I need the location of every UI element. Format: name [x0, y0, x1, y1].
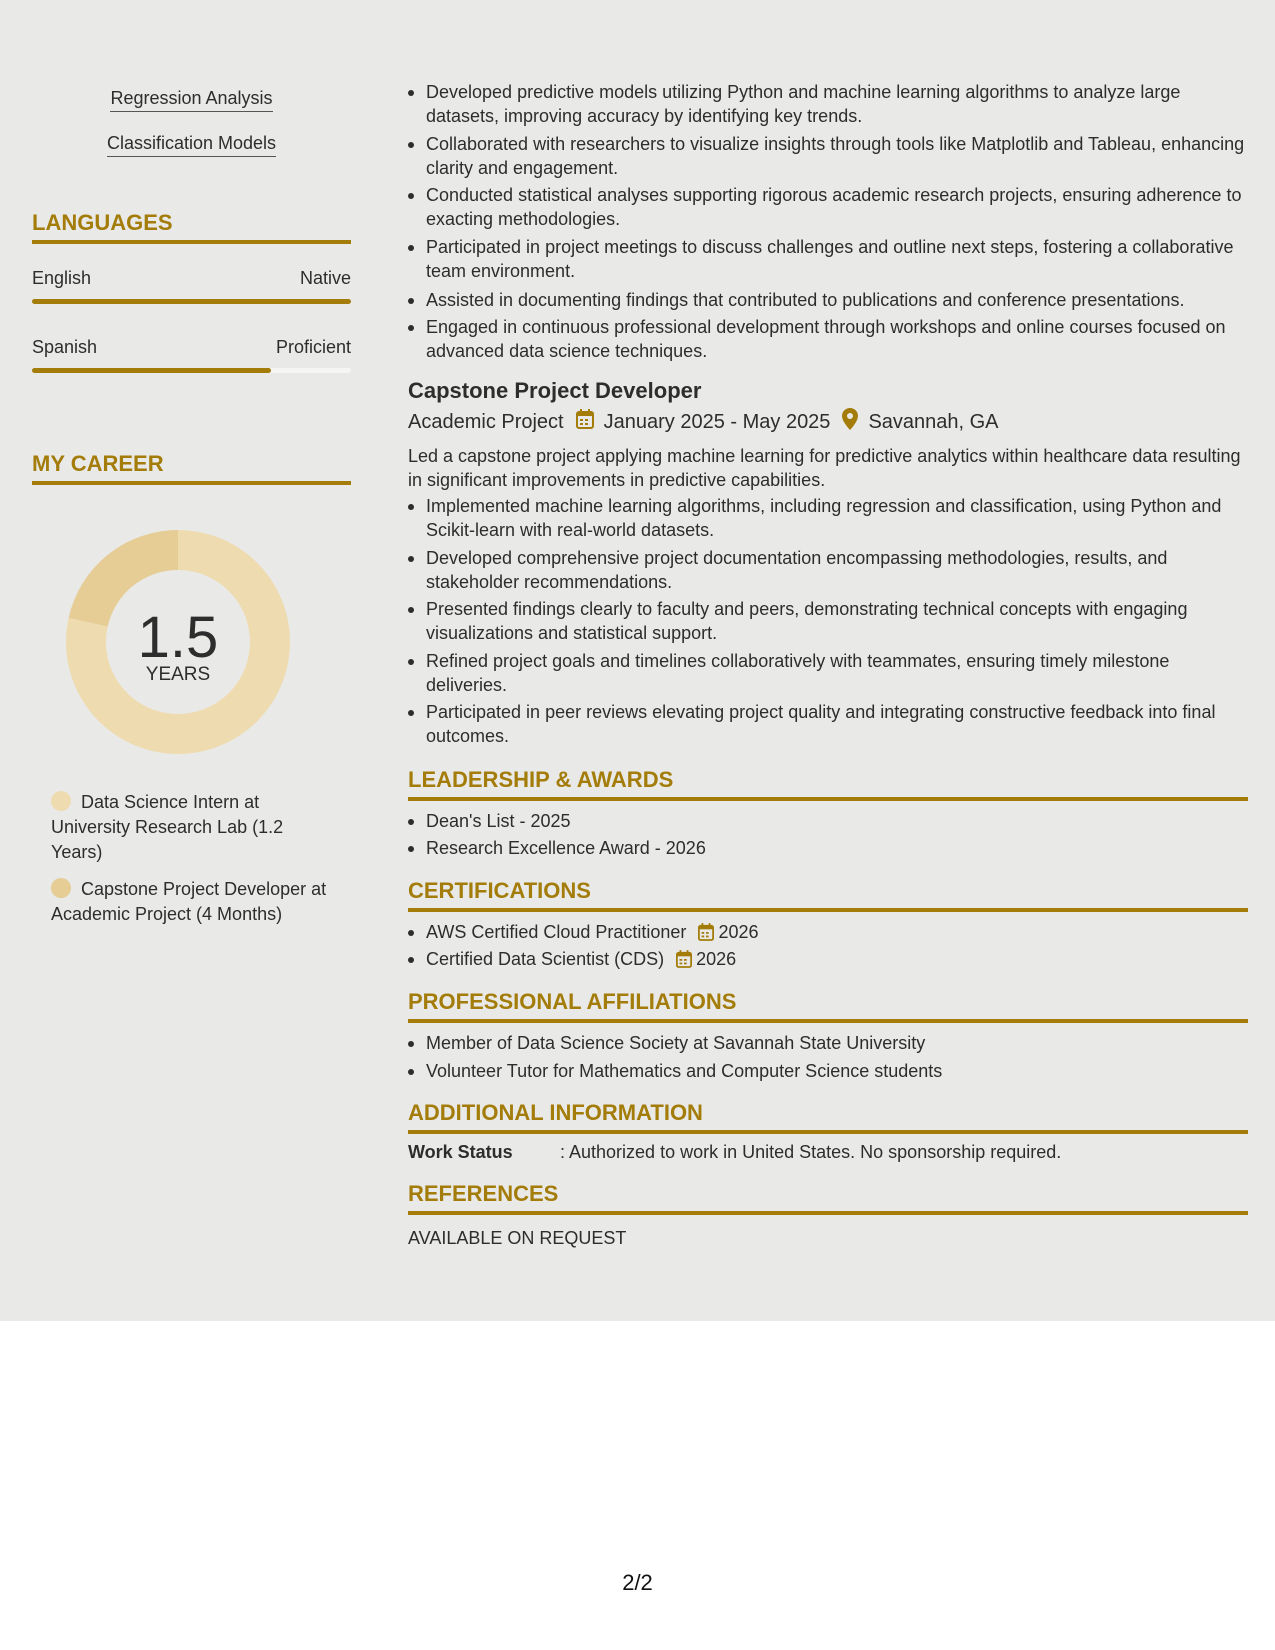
job-summary: Led a capstone project applying machine learning for predictive analytics within healthcare data resulting in significant improvements in predictive capabilities. — [408, 446, 1241, 490]
certification-year: 2026 — [696, 949, 737, 969]
language-level: Native — [299, 268, 351, 288]
certification-name: Certified Data Scientist (CDS) — [426, 949, 665, 969]
job-dates: January 2025 - May 2025 — [603, 410, 831, 433]
calendar-icon — [576, 409, 594, 435]
job-meta — [408, 408, 999, 436]
experience-bullet: Participated in peer reviews elevating project quality and integrating constructive feedback into final outcomes. — [408, 700, 1248, 748]
affiliation-item: Member of Data Science Society at Savannah State University — [408, 1031, 1248, 1055]
career-total-years: 1.5 — [137, 605, 219, 670]
work-status-value: : Authorized to work in United States. No sponsorship required. — [560, 1142, 1062, 1162]
skill-label: Classification Models — [107, 133, 276, 157]
experience-bullet: Participated in project meetings to discuss challenges and outline next steps, fostering a collaborative team environment. — [408, 235, 1248, 283]
career-total-unit: YEARS — [145, 664, 211, 685]
experience-bullet: Engaged in continuous professional development through workshops and online courses focused on advanced data science techniques. — [408, 315, 1248, 363]
experience-bullet: Implemented machine learning algorithms, including regression and classification, using Python and Scikit-learn with real-world datasets. — [408, 494, 1248, 542]
experience-bullet: Presented findings clearly to faculty and peers, demonstrating technical concepts with engaging visualizations and statistical support. — [408, 597, 1248, 645]
legend-swatch — [51, 878, 71, 898]
award-item: Dean's List - 2025 — [408, 809, 1248, 833]
skill-item — [32, 88, 351, 112]
language-bar-fill — [32, 368, 271, 373]
job-title: Capstone Project Developer — [408, 378, 702, 403]
career-legend-item — [51, 877, 331, 927]
calendar-icon — [676, 950, 692, 974]
certifications-heading: CERTIFICATIONS — [408, 878, 1248, 912]
certification-year: 2026 — [718, 922, 759, 942]
skill-label: Regression Analysis — [110, 88, 272, 112]
language-row — [32, 337, 351, 358]
job-location: Savannah, GA — [868, 410, 999, 433]
legend-label: Capstone Project Developer at Academic Project (4 Months) — [51, 879, 327, 924]
experience-bullet: Collaborated with researchers to visualize insights through tools like Matplotlib and Tableau, enhancing clarity and engagement. — [408, 132, 1248, 180]
references-text: AVAILABLE ON REQUEST — [408, 1228, 627, 1248]
work-status-label: Work Status — [408, 1142, 513, 1162]
certification-name: AWS Certified Cloud Practitioner — [426, 922, 687, 942]
awards-heading: LEADERSHIP & AWARDS — [408, 767, 1248, 801]
career-legend-item — [51, 790, 331, 865]
languages-heading: LANGUAGES — [32, 210, 351, 244]
legend-label: Data Science Intern at University Research Lab (1.2 Years) — [51, 792, 284, 862]
language-level: Proficient — [275, 337, 351, 357]
affiliation-item: Volunteer Tutor for Mathematics and Computer Science students — [408, 1059, 1248, 1083]
career-heading: MY CAREER — [32, 451, 351, 485]
certification-item — [408, 920, 1248, 947]
language-bar-fill — [32, 299, 351, 304]
career-donut-chart — [66, 530, 290, 754]
language-bar — [32, 368, 351, 373]
page-number: 2/2 — [622, 1570, 653, 1595]
experience-bullet: Refined project goals and timelines collaboratively with teammates, ensuring timely milestone deliveries. — [408, 649, 1248, 697]
affiliations-heading: PROFESSIONAL AFFILIATIONS — [408, 989, 1248, 1023]
calendar-icon — [698, 923, 714, 947]
legend-swatch — [51, 791, 71, 811]
skill-item — [32, 133, 351, 157]
experience-bullet: Developed predictive models utilizing Python and machine learning algorithms to analyze large datasets, improving accuracy by identifying key trends. — [408, 80, 1248, 128]
language-name: Spanish — [32, 337, 98, 357]
experience-bullet: Assisted in documenting findings that contributed to publications and conference presentations. — [408, 288, 1248, 312]
language-name: English — [32, 268, 92, 288]
job-organization: Academic Project — [408, 410, 564, 433]
language-row — [32, 268, 351, 289]
location-pin-icon — [842, 408, 858, 436]
additional-info-heading: ADDITIONAL INFORMATION — [408, 1100, 1248, 1134]
references-heading: REFERENCES — [408, 1181, 1248, 1215]
certification-item — [408, 947, 1248, 974]
experience-bullet: Conducted statistical analyses supporting rigorous academic research projects, ensuring adherence to exacting methodologies. — [408, 183, 1248, 231]
experience-bullet: Developed comprehensive project documentation encompassing methodologies, results, and stakeholder recommendations. — [408, 546, 1248, 594]
language-bar — [32, 299, 351, 304]
award-item: Research Excellence Award - 2026 — [408, 836, 1248, 860]
